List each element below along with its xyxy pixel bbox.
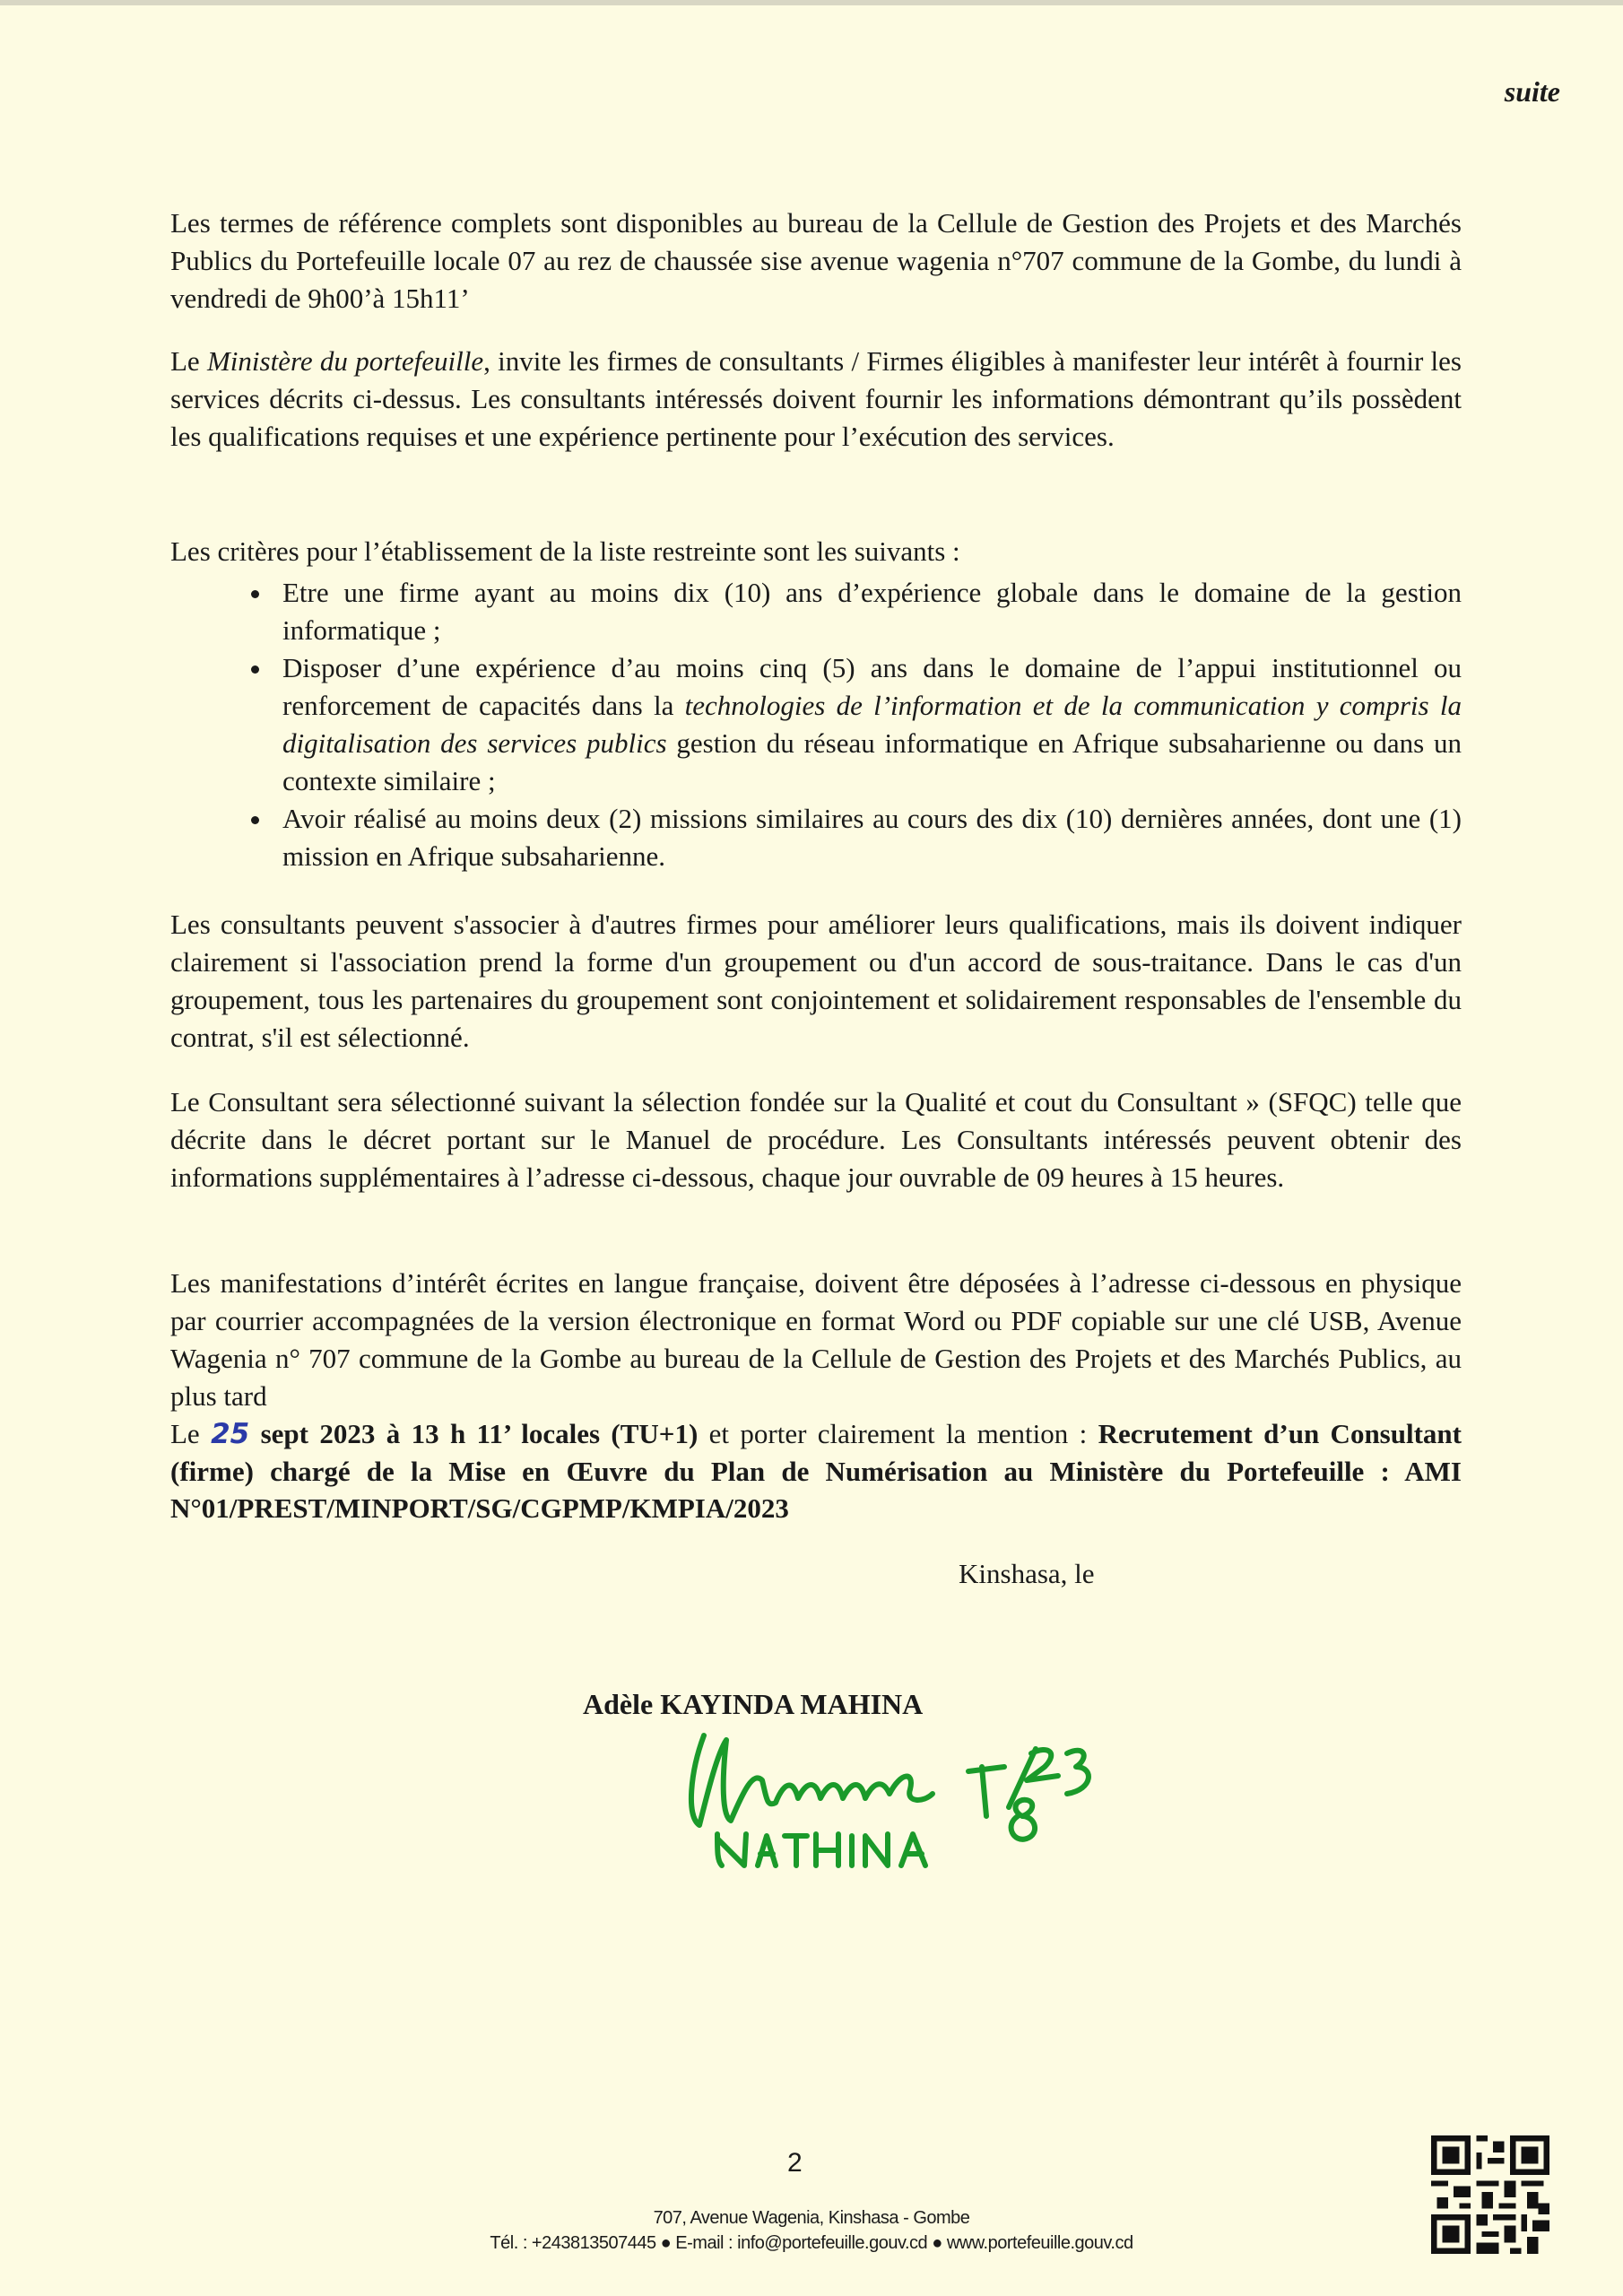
criteria-intro: Les critères pour l’établissement de la liste restreinte sont les suivants : [170, 535, 960, 567]
paragraph-text: Les termes de référence complets sont disponibles au bureau de la Cellule de Gestion des Projets et des Marchés Publics du Portefeuille locale 07 au rez de chaussée sise avenue wagenia n°707 commune de la Gombe, du lundi à vendredi de 9h00’à 15h11’ [170, 207, 1462, 314]
paragraph-text [170, 1415, 1462, 1526]
paragraph-selection [170, 1083, 1462, 1196]
deadline-time: à 13 h 11’ locales (TU+1) [375, 1418, 699, 1449]
footer-address: 707, Avenue Wagenia, Kinshasa - Gombe [653, 2208, 970, 2228]
footer-contact: Tél. : +243813507445 ● E-mail : info@portefeuille.gouv.cd ● www.portefeuille.gouv.cd [490, 2233, 1133, 2253]
paragraph-text: Le Consultant sera sélectionné suivant la sélection fondée sur la Qualité et cout du Consultant » (SFQC) telle que décrite dans le décret portant sur le Manuel de procédure. Les Consultants intéressés peuvent obtenir des informations supplémentaires à l’adresse ci-dessous, chaque jour ouvrable de 09 heures à 15 heures. [170, 1086, 1462, 1193]
text: Disposer d’une expérience d’au moins cinq (5) ans dans le domaine de l’appui institutionnel ou renforcement de capacités dans la [282, 652, 1462, 721]
criteria-section [170, 533, 1462, 875]
text: Le [170, 1418, 212, 1449]
paragraph-submission [170, 1265, 1462, 1415]
subject-mention: Recrutement d’un Consultant (firme) chargé de la Mise en Œuvre du Plan de Numérisation au Ministère du Portefeuille : AMI N°01/PREST/MINPORT/SG/CGPMP/KMPIA/2023 [170, 1418, 1462, 1524]
qr-code [1431, 2132, 1549, 2257]
signatory-name: Adèle KAYINDA MAHINA [583, 1688, 924, 1720]
criteria-item: • Avoir réalisé au moins deux (2) missions similaires au cours des dix (10) dernières années, dont une (1) mission en Afrique subsaharienne. [273, 800, 1462, 875]
criteria-list [170, 574, 1462, 875]
paragraph-association [170, 906, 1462, 1057]
paragraph-text: Les consultants peuvent s'associer à d'autres firmes pour améliorer leurs qualifications, mais ils doivent indiquer clairement si l'association prend la forme d'un groupement ou d'un accord de sous-traitance. Dans le cas d'un groupement, tous les partenaires du groupement sont conjointement et solidairement responsables de l'ensemble du contrat, s'il est sélectionné. [170, 909, 1462, 1053]
text: gestion du réseau informatique en Afrique subsaharienne ou dans un contexte similaire ; [282, 727, 1462, 796]
handwritten-signature [681, 1718, 1148, 1879]
text: , invite les firmes de consultants / Firmes éligibles à manifester leur intérêt à fournir les services décrits ci-dessus. Les consultants intéressés doivent fournir les informations démontrant qu’ils possèdent les qualifications requises et une expérience pertinente pour l’exécution des services. [170, 345, 1462, 452]
page-number: 2 [787, 2148, 803, 2178]
handwritten-day: 25 [211, 1418, 250, 1450]
paragraph-terms-of-reference [170, 204, 1462, 317]
criteria-item: • Etre une firme ayant au moins dix (10) ans d’expérience globale dans le domaine de la gestion informatique ; [273, 574, 1462, 649]
deadline-paragraph [170, 1415, 1462, 1526]
place-date: Kinshasa, le [959, 1558, 1095, 1589]
criteria-item [273, 649, 1462, 800]
deadline-date: sept 2023 [260, 1418, 376, 1449]
paragraph-text [170, 343, 1462, 456]
text-italic: technologies de l’information et de la communication y compris la digitalisation des services publics [282, 690, 1462, 759]
text: Le [170, 345, 207, 377]
text: et porter clairement la mention : [698, 1418, 1098, 1449]
paragraph-invitation [170, 343, 1462, 456]
continuation-label: suite [1504, 75, 1560, 108]
scan-edge [0, 0, 1623, 5]
ministry-name: Ministère du portefeuille [206, 345, 484, 377]
paragraph-text: Les manifestations d’intérêt écrites en langue française, doivent être déposées à l’adresse ci-dessous en physique par courrier accompagnées de la version électronique en format Word ou PDF copiable sur une clé USB, Avenue Wagenia n° 707 commune de la Gombe au bureau de la Cellule de Gestion des Projets et des Marchés Publics, au plus tard [170, 1267, 1462, 1412]
